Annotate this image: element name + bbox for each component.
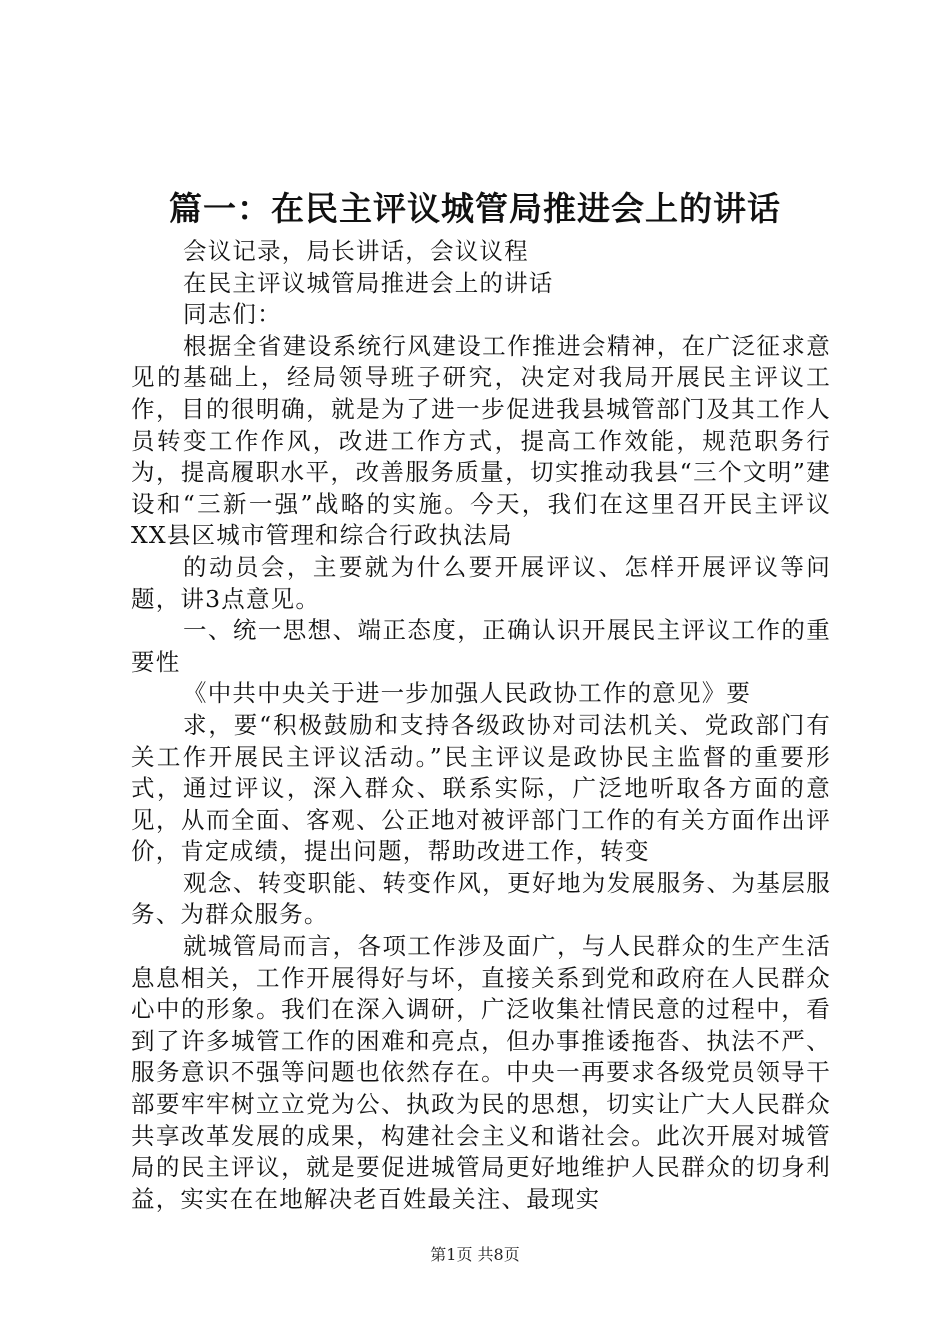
paragraph-quote: 求，要“积极鼓励和支持各级政协对司法机关、党政部门有关工作开展民主评议活动。”民主评议是政协民主监督的重要形式，通过评议，深入群众、联系实际，广泛地听取各方面的意见，从而全面、客观、公正地对被评部门工作的有关方面作出评价，肯定成绩，提出问题，帮助改进工作，转变 bbox=[131, 710, 831, 866]
paragraph-intro: 根据全省建设系统行风建设工作推进会精神，在广泛征求意见的基础上，经局领导班子研究，决定对我局开展民主评议工作，目的很明确，就是为了进一步促进我县城管部门及其工作人员转变工作作风，改进工作方式，提高工作效能，规范职务行为，提高履职水平，改善服务质量，切实推动我县“三个文明”建设和“三新一强”战略的实施。今天，我们在这里召开民主评议XX县区城市管理和综合行政执法局 bbox=[131, 331, 831, 550]
paragraph-bureau: 就城管局而言，各项工作涉及面广，与人民群众的生产生活息息相关，工作开展得好与坏，直接关系到党和政府在人民群众心中的形象。我们在深入调研，广泛收集社情民意的过程中，看到了许多城管工作的困难和亮点，但办事推诿拖沓、执法不严、服务意识不强等问题也依然存在。中央一再要求各级党员领导干部要牢牢树立立党为公、执政为民的思想，切实让广大人民群众共享改革发展的成果，构建社会主义和谐社会。此次开展对城管局的民主评议，就是要促进城管局更好地维护人民群众的切身利益，实实在在地解决老百姓最关注、最现实 bbox=[131, 932, 831, 1213]
section-heading-1: 一、统一思想、端正态度，正确认识开展民主评议工作的重要性 bbox=[131, 616, 831, 676]
paragraph-subtitle: 在民主评议城管局推进会上的讲话 bbox=[183, 268, 554, 297]
paragraph-quote-continued: 观念、转变职能、转变作风，更好地为发展服务、为基层服务、为群众服务。 bbox=[131, 868, 831, 929]
document-title: 篇一：在民主评议城管局推进会上的讲话 bbox=[169, 189, 781, 228]
paragraph-intro-continued: 的动员会，主要就为什么要开展评议、怎样开展评议等问题，讲3点意见。 bbox=[131, 552, 831, 613]
paragraph-keywords: 会议记录，局长讲话，会议议程 bbox=[183, 237, 529, 265]
paragraph-quote-source: 《中共中央关于进一步加强人民政协工作的意见》要 bbox=[183, 679, 752, 708]
page-footer: 第1页 共8页 bbox=[430, 1245, 520, 1264]
document-body bbox=[131, 236, 831, 1215]
paragraph-salutation: 同志们： bbox=[183, 300, 282, 329]
